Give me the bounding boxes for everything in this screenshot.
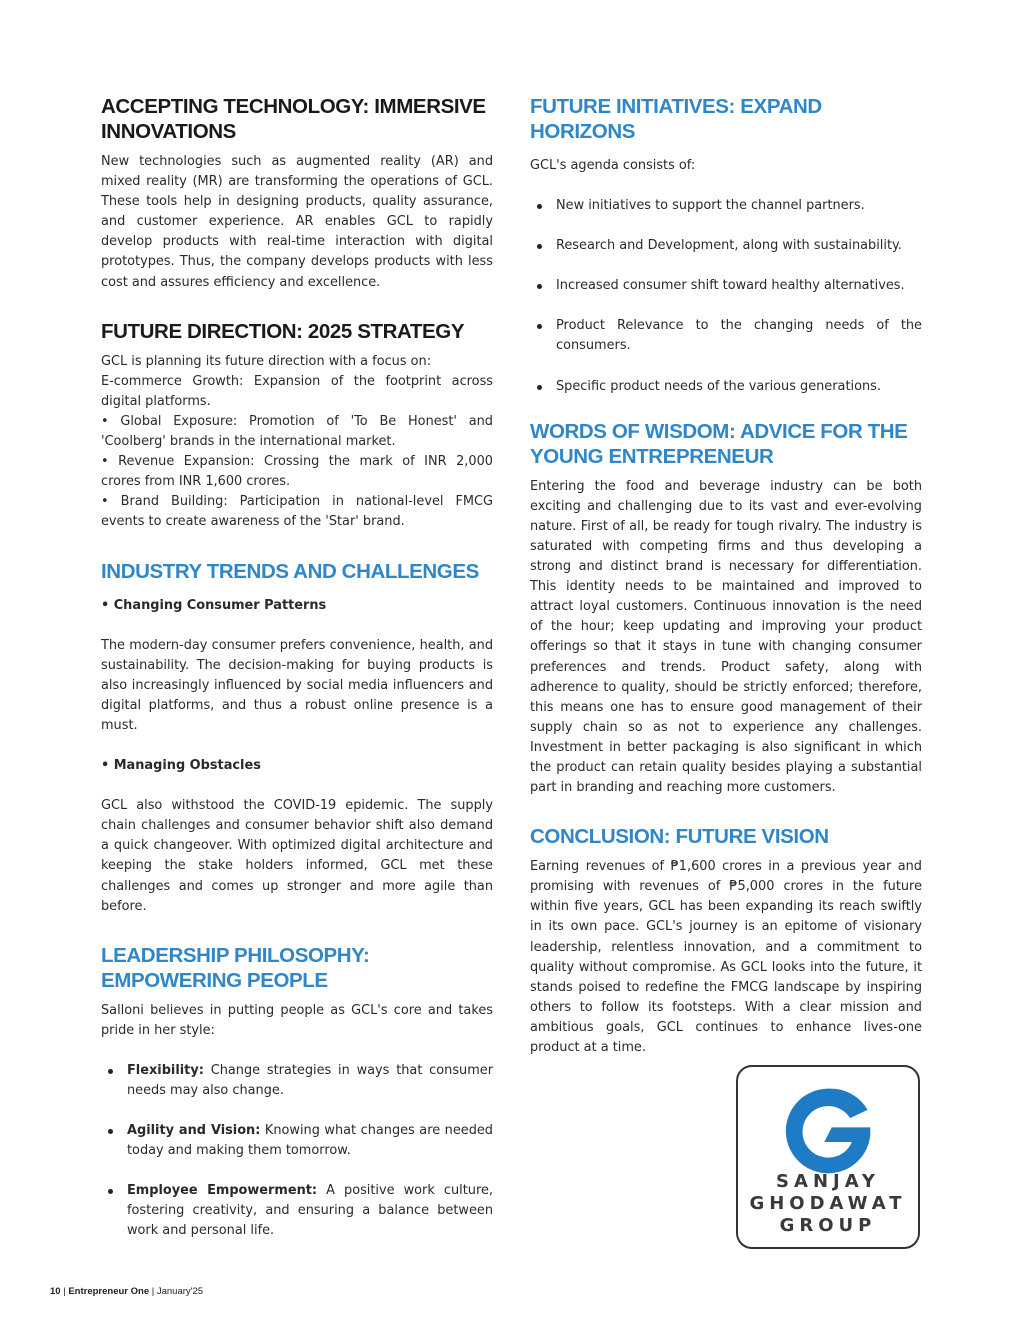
logo-line-sanjay: SANJAY bbox=[776, 1171, 880, 1192]
section-leadership bbox=[101, 943, 493, 1242]
conclusion-body: Earning revenues of ₱1,600 crores in a previous year and promising with revenues of ₱5,000 crores in the future within five years, GCL has been expanding its reach swiftly in its own pace. GCL's journey is an epitome of visionary leadership, relentless innovation, and a commitment to quality without compromise. As GCL looks into the future, it stands poised to redefine the FMCG landscape by inspiring others to follow its footsteps. With a clear mission and ambitious goals, GCL continues to enhance lives-one product at a time. bbox=[530, 859, 922, 1055]
logo-line-group: GROUP bbox=[779, 1215, 877, 1236]
subheading-consumer-patterns: • Changing Consumer Patterns bbox=[101, 597, 327, 613]
list-item: Research and Development, along with sustainability. bbox=[530, 236, 922, 256]
heading-leadership: LEADERSHIP PHILOSOPHY: EMPOWERING PEOPLE bbox=[101, 943, 370, 992]
consumer-patterns-body: The modern-day consumer prefers convenience, health, and sustainability. The decision-making for buying products is also increasingly influenced by social media influencers and digital platforms, and thus a robust online presence is a must. bbox=[101, 637, 493, 733]
right-column bbox=[530, 94, 922, 1058]
section-future-direction bbox=[101, 319, 493, 533]
list-item: Flexibility: Change strategies in ways that consumer needs may also change. bbox=[101, 1061, 493, 1101]
page-footer: 10 | Entrepreneur One | January'25 bbox=[50, 1286, 204, 1297]
leadership-list bbox=[101, 1061, 493, 1242]
list-item: Increased consumer shift toward healthy alternatives. bbox=[530, 276, 922, 296]
list-item: Employee Empowerment: A positive work culture, fostering creativity, and ensuring a balance between work and personal life. bbox=[101, 1181, 493, 1241]
heading-industry-trends: INDUSTRY TRENDS AND CHALLENGES bbox=[101, 559, 479, 583]
magazine-name: Entrepreneur One bbox=[68, 1286, 150, 1297]
technology-body: New technologies such as augmented reality (AR) and mixed reality (MR) are transforming the operations of GCL. These tools help in designing products, quality assurance, and customer experience. AR enables GCL to rapidly develop products with real-time interaction with digital prototypes. Thus, the company develops products with less cost and assures efficiency and excellence. bbox=[101, 154, 493, 290]
logo-line-ghodawat: GHODAWAT bbox=[749, 1193, 907, 1214]
section-future-initiatives bbox=[530, 94, 922, 397]
section-conclusion bbox=[530, 824, 922, 1058]
direction-revenue: • Revenue Expansion: Crossing the mark of INR 2,000 crores from INR 1,600 crores. bbox=[101, 454, 493, 490]
list-item: Product Relevance to the changing needs of the consumers. bbox=[530, 316, 922, 356]
heading-future-initiatives: FUTURE INITIATIVES: EXPAND HORIZONS bbox=[530, 95, 822, 143]
initiatives-intro: GCL's agenda consists of: bbox=[530, 158, 696, 173]
direction-global: • Global Exposure: Promotion of 'To Be Honest' and 'Coolberg' brands in the international market. bbox=[101, 413, 493, 450]
page-number: 10 bbox=[50, 1286, 61, 1297]
list-item: Agility and Vision: Knowing what changes are needed today and making them tomorrow. bbox=[101, 1121, 493, 1161]
section-technology bbox=[101, 94, 493, 293]
left-column bbox=[101, 94, 493, 1242]
heading-words-of-wisdom: WORDS OF WISDOM: ADVICE FOR THE YOUNG ENTREPRENEUR bbox=[530, 419, 908, 468]
section-industry-trends bbox=[101, 559, 493, 917]
wisdom-body: Entering the food and beverage industry can be both exciting and challenging due to its vast and ever-evolving nature. First of all, be ready for tough rivalry. The industry is saturated with competing firms and thus developing a strong and distinct brand is necessary for differentiation. This identity needs to be maintained and improved to attract loyal customers. Continuous innovation is the need of the hour; keep updating and improving your product offerings so that it stays in tune with changing consumer preferences and trends. Product safety, along with adherence to quality, should be strictly enforced; therefore, this means one has to ensure good management of their supply chain so as not to experience any challenges. Investment in better packaging is also significant in which the product can retain quality besides playing a substantial part in branding and reaching more customers. bbox=[530, 478, 922, 796]
heading-technology: ACCEPTING TECHNOLOGY: IMMERSIVE INNOVATIONS bbox=[101, 95, 486, 143]
initiatives-list bbox=[530, 196, 922, 397]
issue-date: January'25 bbox=[156, 1286, 204, 1297]
direction-brand: • Brand Building: Participation in national-level FMCG events to create awareness of the 'Star' brand. bbox=[101, 494, 493, 530]
g-mark-icon bbox=[782, 1085, 874, 1177]
list-item: Specific product needs of the various generations. bbox=[530, 377, 922, 397]
direction-intro: GCL is planning its future direction with a focus on: bbox=[101, 353, 432, 369]
subheading-managing-obstacles: • Managing Obstacles bbox=[101, 758, 261, 774]
heading-conclusion: CONCLUSION: FUTURE VISION bbox=[530, 825, 829, 849]
heading-future-direction: FUTURE DIRECTION: 2025 STRATEGY bbox=[101, 319, 465, 343]
list-item: New initiatives to support the channel partners. bbox=[530, 196, 922, 216]
leadership-intro: Salloni believes in putting people as GCL's core and takes pride in her style: bbox=[101, 1002, 493, 1038]
sanjay-ghodawat-group-logo bbox=[736, 1065, 920, 1249]
managing-obstacles-body: GCL also withstood the COVID-19 epidemic. The supply chain challenges and consumer behavior shift also demand a quick changeover. With optimized digital architecture and keeping the stake holders informed, GCL met these challenges and comes up stronger and more agile than before. bbox=[101, 798, 493, 914]
direction-ecommerce: E-commerce Growth: Expansion of the footprint across digital platforms. bbox=[101, 373, 493, 409]
section-words-of-wisdom bbox=[530, 419, 922, 799]
